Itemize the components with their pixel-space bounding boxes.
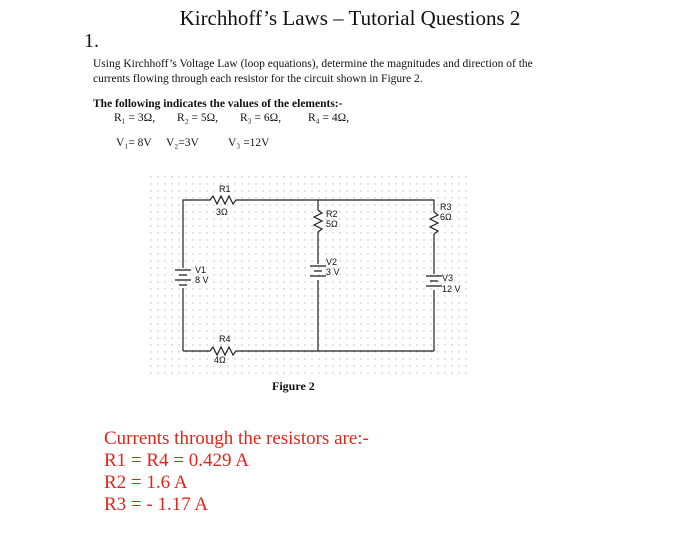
value-r3: R₃ = 6Ω,	[240, 112, 282, 124]
page-title: Kirchhoff’s Laws – Tutorial Questions 2	[179, 6, 521, 30]
value-r2: R₂ = 5Ω,	[177, 112, 219, 124]
question-number: 1.	[84, 30, 99, 52]
r2-label: R2	[326, 209, 338, 219]
r1-label: R1	[219, 184, 231, 194]
r3-value: 6Ω	[440, 212, 452, 222]
value-v3: V₃ =12V	[228, 137, 270, 149]
figure-caption: Figure 2	[272, 379, 315, 393]
v3-value: 12 V	[442, 284, 461, 294]
v1-value: 8 V	[195, 275, 209, 285]
v2-label: V2	[326, 257, 338, 267]
r1-value: 3Ω	[216, 207, 228, 217]
value-v1: V₁= 8V	[116, 137, 152, 149]
v1-label: V1	[195, 265, 207, 275]
value-v2: V₂=3V	[166, 137, 199, 149]
value-r4: R₄ = 4Ω,	[308, 112, 350, 124]
v3-label: V3	[442, 273, 454, 283]
r4-label: R4	[219, 334, 231, 344]
answer-line: R2 = 1.6 A	[104, 472, 188, 493]
r4-value: 4Ω	[214, 355, 226, 365]
circuit-diagram	[150, 176, 468, 376]
r3-label: R3	[440, 202, 452, 212]
values-heading: The following indicates the values of the elements:-	[93, 98, 343, 110]
r2-value: 5Ω	[326, 219, 338, 229]
answers-heading: Currents through the resistors are:-	[104, 428, 369, 449]
answers-block	[104, 428, 369, 516]
answer-line: R3 = - 1.17 A	[104, 494, 209, 515]
answer-line: R1 = R4 = 0.429 A	[104, 450, 249, 471]
v2-value: 3 V	[326, 267, 340, 277]
question-text: Using Kirchhoff’s Voltage Law (loop equations), determine the magnitudes and direction of the currents flowing through each resistor for the circuit shown in Figure 2.	[93, 58, 533, 85]
value-r1: R₁ = 3Ω,	[114, 112, 156, 124]
